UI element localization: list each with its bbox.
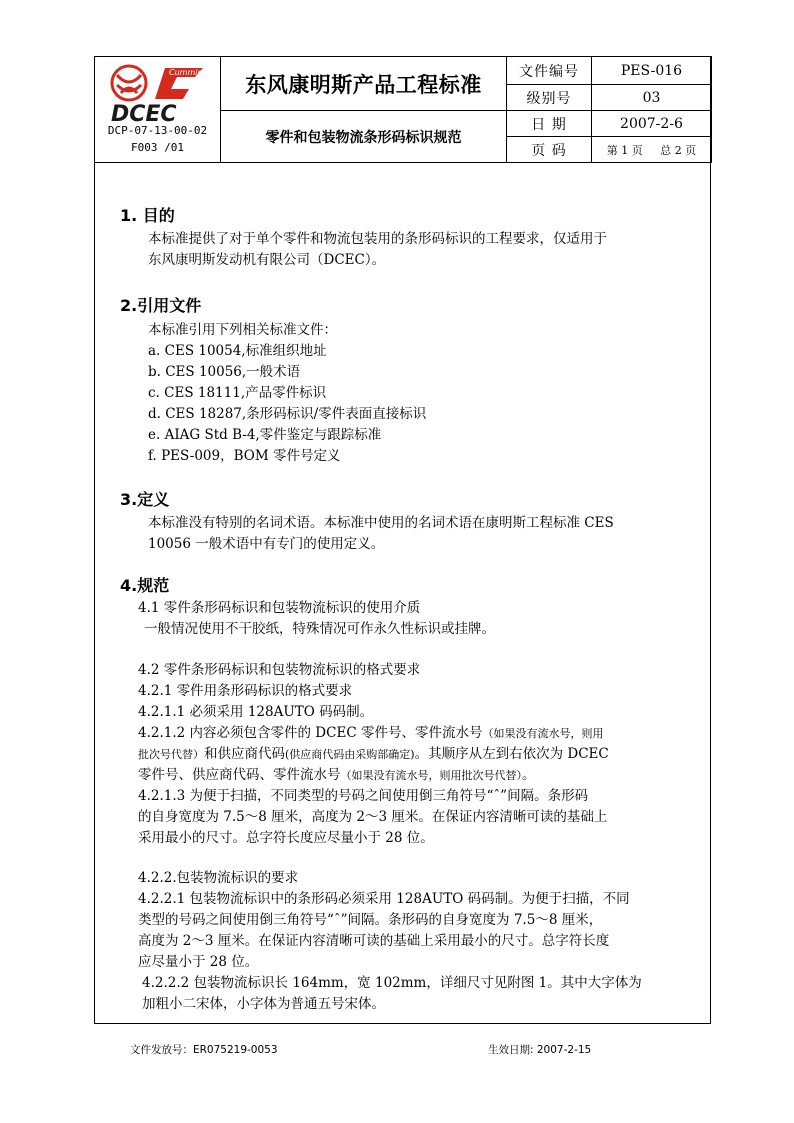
doc-code-line1: DCP-07-13-00-02 bbox=[107, 124, 208, 138]
doc-code-line2: F003 /01 bbox=[131, 141, 184, 155]
page-value bbox=[592, 137, 712, 163]
clause-4-1-text: 一般情况使用不干胶纸，特殊情况可作永久性标识或挂牌。 bbox=[144, 621, 495, 637]
section-3-text-1: 本标准没有特别的名词术语。本标准中使用的名词术语在康明斯工程标准 CES bbox=[148, 515, 614, 531]
footer-effective-date: 生效日期: 2007-2-15 bbox=[488, 1044, 592, 1056]
page-label: 页 码 bbox=[507, 137, 592, 163]
reference-item: f. PES-009，BOM 零件号定义 bbox=[148, 448, 341, 464]
reference-item: b. CES 10056,一般术语 bbox=[148, 364, 301, 380]
section-2-heading: 2.引用文件 bbox=[120, 296, 202, 315]
section-1-heading: 1. 目的 bbox=[120, 206, 175, 225]
footer-issue-no: 文件发放号：ER075219-0053 bbox=[130, 1044, 278, 1056]
file-no-value: PES-016 bbox=[592, 57, 712, 85]
clause-4-2-2-2-line-2: 加粗小二宋体，小字体为普通五号宋体。 bbox=[142, 996, 385, 1012]
doc-code-cell bbox=[95, 111, 221, 163]
clause-4-2-2-2-line-1: 4.2.2.2 包装物流标识长 164mm，宽 102mm，详细尺寸见附图 1。其中大字体为 bbox=[142, 975, 642, 991]
clause-4-2-1-2-line-3: 零件号、供应商代码、零件流水号（如果没有流水号，则用批次号代替）。 bbox=[138, 767, 536, 783]
company-title: 东风康明斯产品工程标准 bbox=[245, 72, 482, 97]
dcec-logo-text: DCEC bbox=[111, 102, 177, 125]
clause-4-2-2-1-line-3: 高度为 2～3 厘米。在保证内容清晰可读的基础上采用最小的尺寸。总字符长度 bbox=[138, 933, 610, 949]
section-2-intro: 本标准引用下列相关标准文件： bbox=[148, 322, 337, 338]
reference-item: c. CES 18111,产品零件标识 bbox=[148, 385, 327, 401]
clause-4-2-1-3-line-2: 的自身宽度为 7.5～8 厘米，高度为 2～3 厘米。在保证内容清晰可读的基础上 bbox=[138, 809, 608, 825]
doc-title: 零件和包装物流条形码标识规范 bbox=[265, 129, 462, 146]
reference-item: a. CES 10054,标准组织地址 bbox=[148, 343, 327, 359]
clause-4-2-1-2-line-2: 批次号代替）和供应商代码(供应商代码由采购部确定)。其顺序从左到右依次为 DCEC bbox=[138, 746, 609, 762]
date-label: 日 期 bbox=[507, 111, 592, 137]
section-3-text-2: 10056 一般术语中有专门的使用定义。 bbox=[148, 536, 385, 552]
company-title-cell bbox=[221, 57, 507, 111]
page-total: 总 2 页 bbox=[660, 143, 697, 157]
header-table bbox=[94, 56, 712, 163]
clause-4-2-2-1-line-1: 4.2.2.1 包装物流标识中的条形码必须采用 128AUTO 码码制。为便于扫描，不同 bbox=[138, 891, 630, 907]
clause-4-2-1-3-line-3: 采用最小的尺寸。总字符长度应尽量小于 28 位。 bbox=[138, 830, 434, 846]
reference-item: e. AIAG Std B-4,零件鉴定与跟踪标准 bbox=[148, 427, 382, 443]
page-current: 第 1 页 bbox=[606, 143, 643, 157]
clause-4-2-1-2-line-1: 4.2.1.2 内容必须包含零件的 DCEC 零件号、零件流水号（如果没有流水号，则用 bbox=[138, 725, 604, 741]
clause-4-2-1-3-line-1: 4.2.1.3 为便于扫描，不同类型的号码之间使用倒三角符号“ˆ”间隔。条形码 bbox=[138, 788, 589, 804]
doc-title-cell bbox=[221, 111, 507, 163]
svg-text:Cummins: Cummins bbox=[169, 68, 207, 77]
clause-4-2-1: 4.2.1 零件用条形码标识的格式要求 bbox=[138, 683, 353, 699]
reference-item: d. CES 18287,条形码标识/零件表面直接标识 bbox=[148, 406, 427, 422]
logo-cell bbox=[95, 57, 221, 125]
section-1-text-1: 本标准提供了对于单个零件和物流包装用的条形码标识的工程要求，仅适用于 bbox=[148, 231, 607, 247]
clause-4-2: 4.2 零件条形码标识和包装物流标识的格式要求 bbox=[138, 662, 421, 678]
clause-4-2-2-1-line-2: 类型的号码之间使用倒三角符号“ˆ”间隔。条形码的自身宽度为 7.5～8 厘米， bbox=[138, 912, 603, 928]
date-value: 2007-2-6 bbox=[592, 111, 712, 137]
level-value: 03 bbox=[592, 85, 712, 111]
clause-4-1: 4.1 零件条形码标识和包装物流标识的使用介质 bbox=[138, 600, 421, 616]
cummins-logo-icon bbox=[155, 68, 207, 99]
section-4-heading: 4.规范 bbox=[120, 576, 170, 595]
dongfeng-logo-icon bbox=[112, 66, 146, 100]
clause-4-2-2-1-line-4: 应尽量小于 28 位。 bbox=[138, 954, 259, 970]
clause-4-2-2: 4.2.2.包装物流标识的要求 bbox=[138, 870, 299, 886]
section-1-text-2: 东风康明斯发动机有限公司（DCEC）。 bbox=[148, 252, 386, 268]
section-3-heading: 3.定义 bbox=[120, 490, 170, 509]
file-no-label: 文件编号 bbox=[507, 57, 592, 85]
level-label: 级别号 bbox=[507, 85, 592, 111]
clause-4-2-1-1: 4.2.1.1 必须采用 128AUTO 码码制。 bbox=[138, 704, 374, 720]
